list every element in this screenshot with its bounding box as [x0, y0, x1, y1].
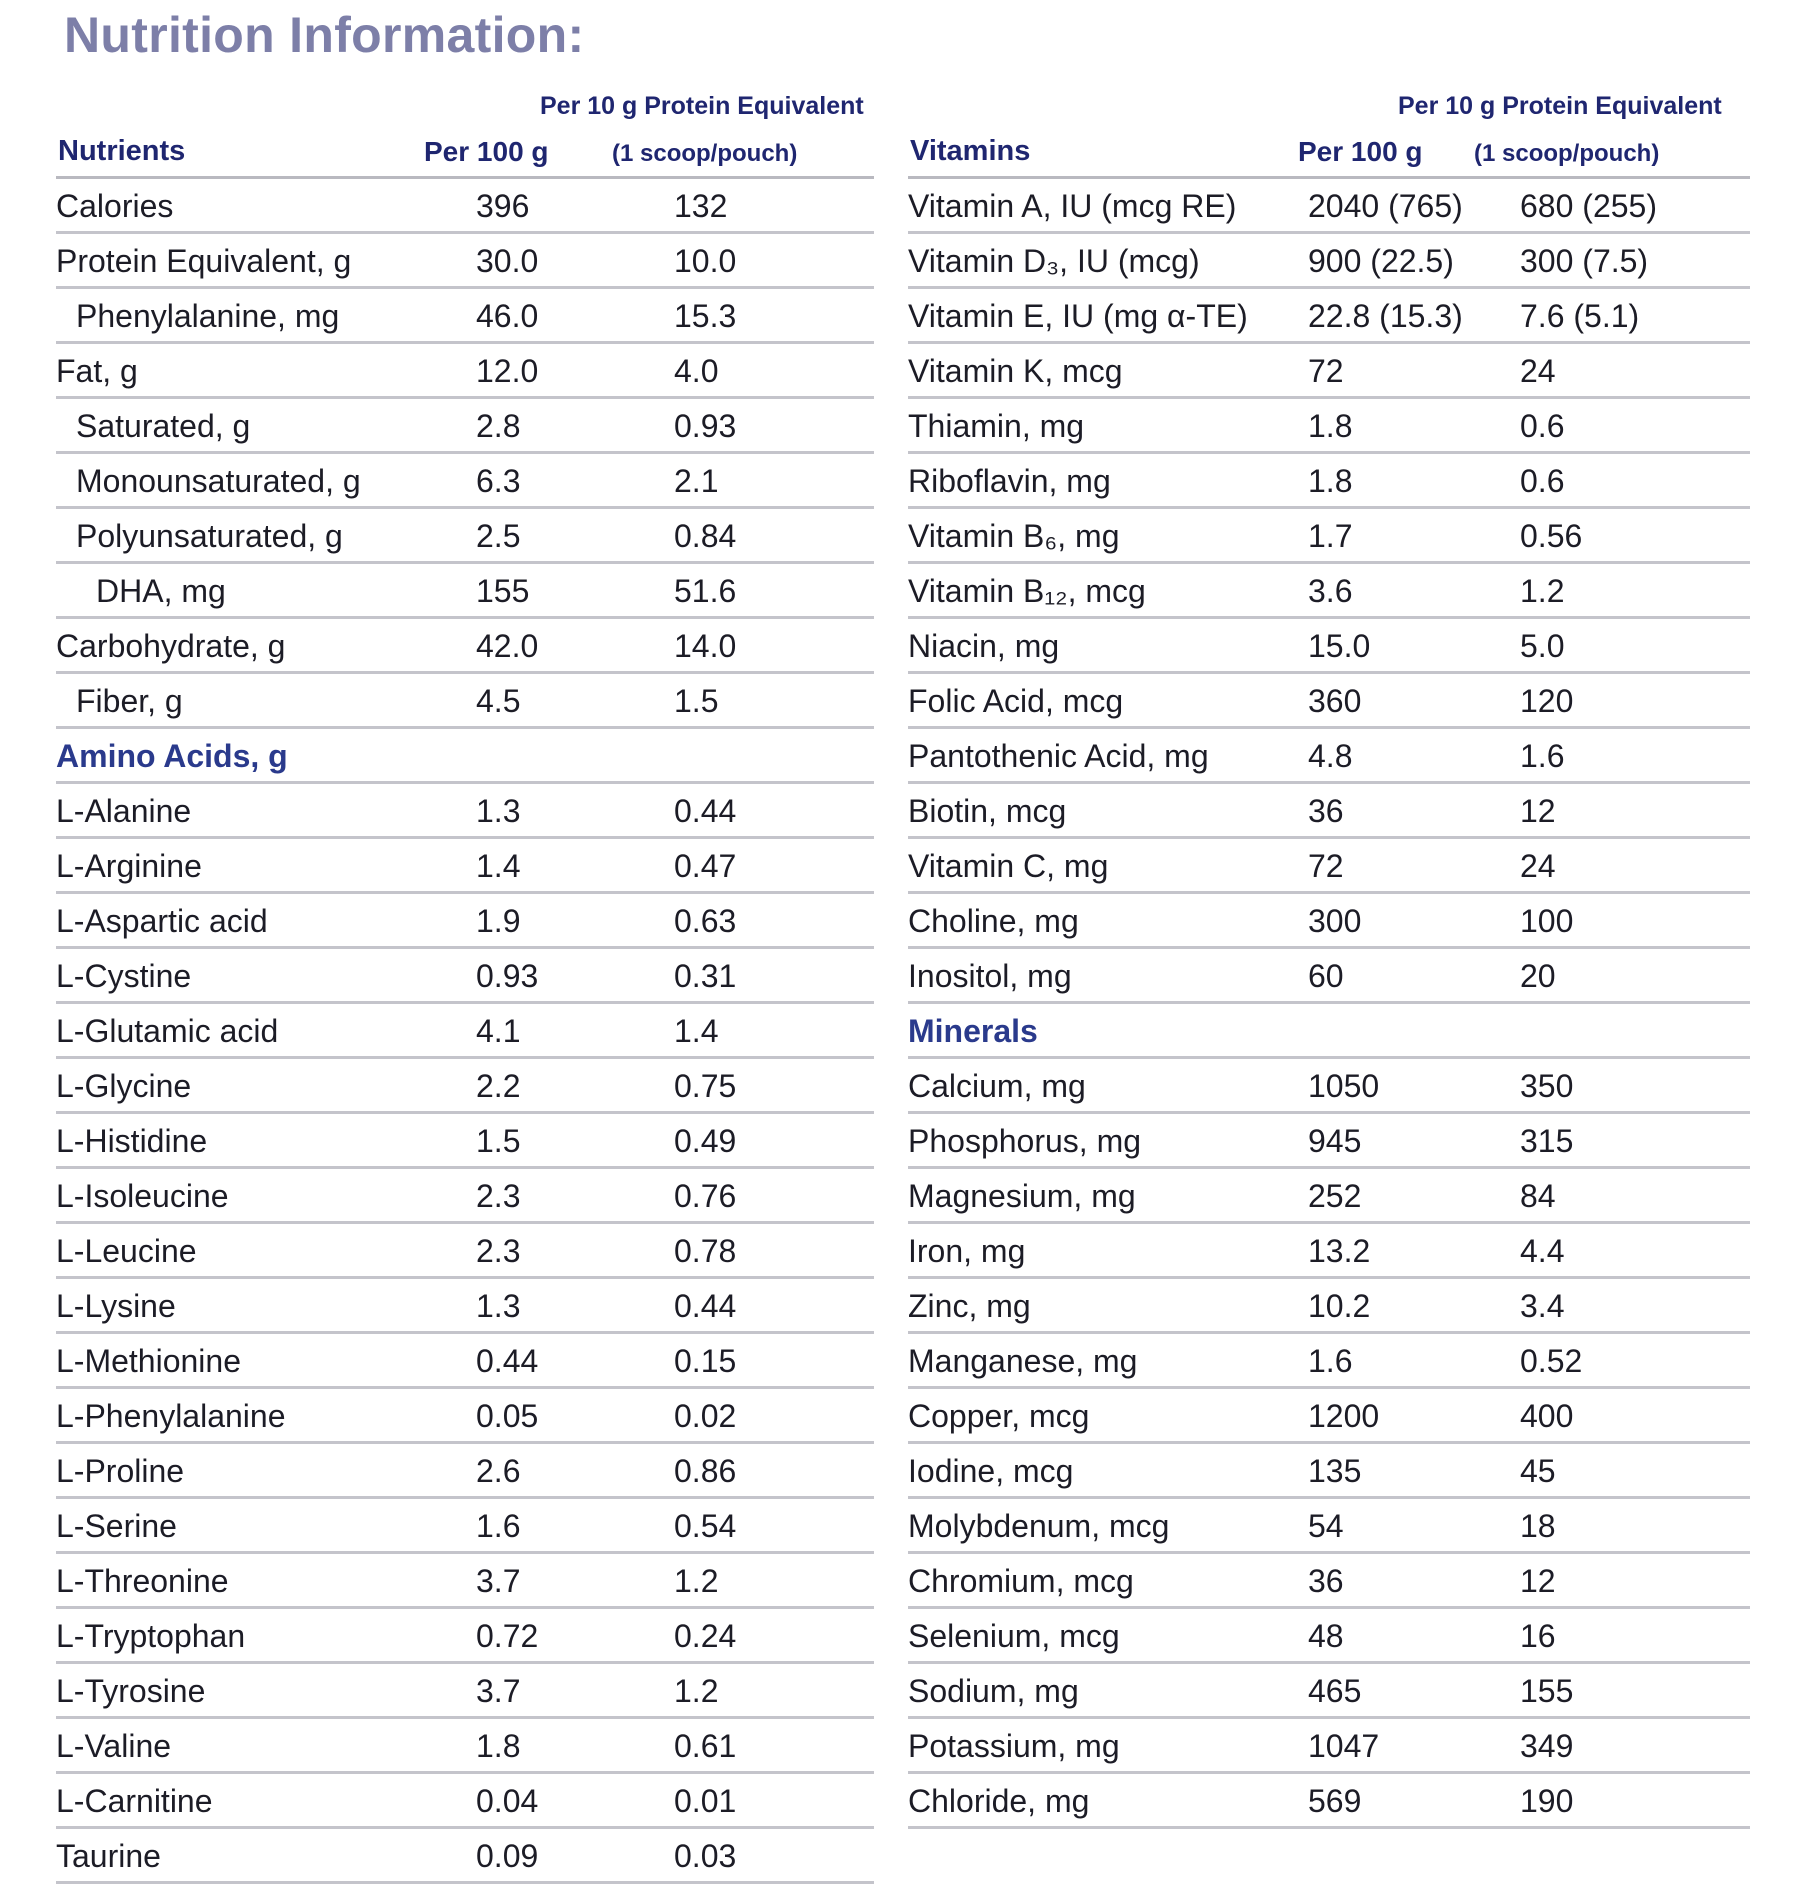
- per-scoop-value: 4.4: [1520, 1233, 1565, 1269]
- per-100g-value: 1.3: [476, 793, 521, 829]
- nutrient-label: Fiber, g: [76, 683, 183, 719]
- nutrient-label: Chromium, mcg: [908, 1563, 1134, 1599]
- per-scoop-value: 51.6: [674, 573, 737, 609]
- per-scoop-value: 0.76: [674, 1178, 737, 1214]
- table-row: [56, 1004, 874, 1059]
- nutrient-label: Phosphorus, mg: [908, 1123, 1142, 1159]
- per-scoop-value: 100: [1520, 903, 1574, 939]
- per-100g-value: 6.3: [476, 463, 521, 499]
- nutrient-label: Sodium, mg: [908, 1673, 1079, 1709]
- per-scoop-value: 400: [1520, 1398, 1574, 1434]
- table-row: [908, 1774, 1750, 1829]
- nutrient-label: L-Aspartic acid: [56, 903, 268, 939]
- nutrient-label: Calcium, mg: [908, 1068, 1086, 1104]
- nutrient-label: Protein Equivalent, g: [56, 243, 352, 279]
- per-scoop-value: 2.1: [674, 463, 719, 499]
- table-row: [908, 1499, 1750, 1554]
- per-100g-value: 0.72: [476, 1618, 539, 1654]
- nutrient-label: Pantothenic Acid, mg: [908, 738, 1209, 774]
- nutrient-label: Vitamin C, mg: [908, 848, 1109, 884]
- nutrient-label: L-Phenylalanine: [56, 1398, 286, 1434]
- nutrient-label: L-Arginine: [56, 848, 202, 884]
- nutrient-label: L-Leucine: [56, 1233, 197, 1269]
- nutrients-table: [56, 90, 874, 1884]
- per-scoop-column-header: (1 scoop/pouch): [612, 140, 798, 167]
- table-row: [908, 1059, 1750, 1114]
- per-scoop-value: 12: [1520, 1563, 1556, 1599]
- nutrient-label: Vitamin E, IU (mg α-TE): [908, 298, 1248, 334]
- per-scoop-value: 0.78: [674, 1233, 737, 1269]
- per-100g-value: 0.09: [476, 1838, 539, 1874]
- table-row: [908, 399, 1750, 454]
- nutrient-label: Selenium, mcg: [908, 1618, 1120, 1654]
- per-100g-value: 2.3: [476, 1178, 521, 1214]
- per-100g-value: 1047: [1308, 1728, 1380, 1764]
- nutrient-label: Iron, mg: [908, 1233, 1026, 1269]
- per-100g-value: 0.04: [476, 1783, 539, 1819]
- per-scoop-value: 680 (255): [1520, 188, 1657, 224]
- table-row: [908, 729, 1750, 784]
- nutrient-label: L-Alanine: [56, 793, 192, 829]
- nutrient-label: Riboflavin, mg: [908, 463, 1111, 499]
- nutrient-label: L-Glycine: [56, 1068, 192, 1104]
- table-row: [908, 1389, 1750, 1444]
- per-100g-value: 0.05: [476, 1398, 539, 1434]
- per-100g-value: 72: [1308, 848, 1344, 884]
- nutrient-label: Vitamin K, mcg: [908, 353, 1123, 389]
- nutrient-label: Saturated, g: [76, 408, 251, 444]
- nutrient-label: DHA, mg: [96, 573, 226, 609]
- per-100g-value: 360: [1308, 683, 1362, 719]
- per-100g-value: 4.8: [1308, 738, 1353, 774]
- per-100g-column-header: Per 100 g: [424, 136, 549, 167]
- per-scoop-value: 24: [1520, 848, 1556, 884]
- table-row: [56, 1499, 874, 1554]
- vitamins-minerals-table: [908, 90, 1750, 1829]
- table-row: [908, 179, 1750, 234]
- per-scoop-value: 16: [1520, 1618, 1556, 1654]
- per-scoop-value: 0.44: [674, 793, 737, 829]
- per-100g-value: 60: [1308, 958, 1344, 994]
- per-100g-value: 1.9: [476, 903, 521, 939]
- per-scoop-value: 155: [1520, 1673, 1574, 1709]
- table-row: [56, 344, 874, 399]
- per-scoop-value: 18: [1520, 1508, 1556, 1544]
- per-100g-value: 3.7: [476, 1673, 521, 1709]
- per-100g-value: 72: [1308, 353, 1344, 389]
- per-100g-value: 10.2: [1308, 1288, 1371, 1324]
- nutrient-label: Calories: [56, 188, 174, 224]
- per-100g-value: 2.6: [476, 1453, 521, 1489]
- per-100g-value: 1.8: [476, 1728, 521, 1764]
- table-row: [56, 1554, 874, 1609]
- table-row: [56, 1774, 874, 1829]
- table-row: [908, 1334, 1750, 1389]
- nutrient-label: Vitamin B₁₂, mcg: [908, 573, 1146, 609]
- nutrient-label: L-Cystine: [56, 958, 192, 994]
- table-row: [56, 784, 874, 839]
- per-scoop-value: 0.6: [1520, 408, 1565, 444]
- per-scoop-value: 0.52: [1520, 1343, 1583, 1379]
- per-scoop-value: 0.01: [674, 1783, 737, 1819]
- per-scoop-value: 0.61: [674, 1728, 737, 1764]
- nutrient-label: Monounsaturated, g: [76, 463, 361, 499]
- per-scoop-value: 315: [1520, 1123, 1574, 1159]
- table-row: [56, 894, 874, 949]
- nutrient-label: Biotin, mcg: [908, 793, 1067, 829]
- per-100g-value: 300: [1308, 903, 1362, 939]
- per-100g-value: 135: [1308, 1453, 1362, 1489]
- per-scoop-value: 4.0: [674, 353, 719, 389]
- vitamins-minerals-rows: [908, 179, 1750, 1829]
- nutrients-rows: [56, 179, 874, 1884]
- per-100g-value: 155: [476, 573, 530, 609]
- nutrient-label: Folic Acid, mcg: [908, 683, 1124, 719]
- table-row: [908, 454, 1750, 509]
- per-100g-value: 13.2: [1308, 1233, 1371, 1269]
- per-100g-value: 0.93: [476, 958, 539, 994]
- per-100g-value: 3.6: [1308, 573, 1353, 609]
- per-scoop-value: 0.75: [674, 1068, 737, 1104]
- per-100g-value: 15.0: [1308, 628, 1371, 664]
- table-row: [56, 1059, 874, 1114]
- per-scoop-value: 0.49: [674, 1123, 737, 1159]
- per-scoop-value: 3.4: [1520, 1288, 1565, 1324]
- per-100g-value: 36: [1308, 1563, 1344, 1599]
- per-scoop-value: 0.15: [674, 1343, 737, 1379]
- nutrient-label: Polyunsaturated, g: [76, 518, 343, 554]
- per-100g-value: 2.8: [476, 408, 521, 444]
- table-row: [908, 894, 1750, 949]
- vitamins-column-header: Vitamins: [910, 135, 1031, 167]
- per-100g-value: 1050: [1308, 1068, 1380, 1104]
- per-scoop-value: 12: [1520, 793, 1556, 829]
- nutrient-label: Carbohydrate, g: [56, 628, 286, 664]
- nutrient-label: Vitamin A, IU (mcg RE): [908, 188, 1237, 224]
- section-label: Amino Acids, g: [56, 738, 288, 774]
- per-100g-value: 1.4: [476, 848, 521, 884]
- per-scoop-value: 1.5: [674, 683, 719, 719]
- nutrient-label: Copper, mcg: [908, 1398, 1090, 1434]
- per-10g-header: Per 10 g Protein Equivalent: [1398, 92, 1722, 120]
- per-100g-value: 2.5: [476, 518, 521, 554]
- nutrient-label: Potassium, mg: [908, 1728, 1120, 1764]
- nutrient-label: Taurine: [56, 1838, 161, 1874]
- per-100g-value: 945: [1308, 1123, 1362, 1159]
- table-row: [56, 619, 874, 674]
- section-header-row: [908, 1004, 1750, 1059]
- nutrient-label: Manganese, mg: [908, 1343, 1138, 1379]
- per-100g-value: 48: [1308, 1618, 1344, 1654]
- table-row: [56, 1224, 874, 1279]
- section-label: Minerals: [908, 1013, 1038, 1049]
- per-scoop-value: 120: [1520, 683, 1574, 719]
- per-100g-value: 4.1: [476, 1013, 521, 1049]
- table-row: [56, 949, 874, 1004]
- nutrient-label: L-Valine: [56, 1728, 172, 1764]
- per-scoop-value: 0.54: [674, 1508, 737, 1544]
- nutrient-label: Molybdenum, mcg: [908, 1508, 1170, 1544]
- per-100g-value: 396: [476, 188, 530, 224]
- table-row: [908, 1609, 1750, 1664]
- table-row: [56, 179, 874, 234]
- per-100g-value: 42.0: [476, 628, 539, 664]
- nutrient-label: L-Histidine: [56, 1123, 208, 1159]
- table-row: [56, 1444, 874, 1499]
- nutrient-label: L-Carnitine: [56, 1783, 213, 1819]
- section-header-row: [56, 729, 874, 784]
- table-row: [56, 509, 874, 564]
- table-row: [56, 1829, 874, 1884]
- per-100g-value: 12.0: [476, 353, 539, 389]
- nutrient-label: L-Threonine: [56, 1563, 229, 1599]
- per-scoop-value: 0.44: [674, 1288, 737, 1324]
- per-100g-value: 3.7: [476, 1563, 521, 1599]
- table-row: [908, 234, 1750, 289]
- table-row: [56, 1664, 874, 1719]
- table-row: [56, 289, 874, 344]
- per-100g-value: 36: [1308, 793, 1344, 829]
- table-row: [908, 784, 1750, 839]
- per-scoop-value: 5.0: [1520, 628, 1565, 664]
- per-scoop-value: 1.2: [674, 1563, 719, 1599]
- per-scoop-value: 0.56: [1520, 518, 1583, 554]
- per-100g-value: 1.8: [1308, 408, 1353, 444]
- per-scoop-value: 0.6: [1520, 463, 1565, 499]
- per-100g-value: 900 (22.5): [1308, 243, 1454, 279]
- per-100g-value: 1.8: [1308, 463, 1353, 499]
- table-row: [908, 619, 1750, 674]
- per-100g-column-header: Per 100 g: [1298, 136, 1423, 167]
- per-100g-value: 1200: [1308, 1398, 1380, 1434]
- table-row: [908, 1279, 1750, 1334]
- table-row: [56, 234, 874, 289]
- per-scoop-value: 14.0: [674, 628, 737, 664]
- per-scoop-value: 24: [1520, 353, 1556, 389]
- nutrient-label: Vitamin B₆, mg: [908, 518, 1120, 554]
- page-title: Nutrition Information:: [64, 7, 585, 63]
- table-row: [908, 839, 1750, 894]
- nutrient-label: L-Lysine: [56, 1288, 176, 1324]
- nutrient-label: L-Isoleucine: [56, 1178, 229, 1214]
- per-100g-value: 0.44: [476, 1343, 539, 1379]
- per-scoop-value: 0.03: [674, 1838, 737, 1874]
- nutrient-label: Fat, g: [56, 353, 138, 389]
- per-scoop-value: 190: [1520, 1783, 1574, 1819]
- table-row: [56, 1719, 874, 1774]
- per-scoop-value: 84: [1520, 1178, 1556, 1214]
- per-scoop-value: 0.63: [674, 903, 737, 939]
- table-row: [908, 674, 1750, 729]
- nutrient-label: L-Tryptophan: [56, 1618, 246, 1654]
- per-100g-value: 465: [1308, 1673, 1362, 1709]
- per-scoop-value: 20: [1520, 958, 1556, 994]
- table-row: [56, 1279, 874, 1334]
- table-row: [56, 839, 874, 894]
- per-scoop-value: 0.84: [674, 518, 737, 554]
- nutrient-label: Iodine, mcg: [908, 1453, 1074, 1489]
- nutrient-label: Inositol, mg: [908, 958, 1072, 994]
- table-row: [56, 1169, 874, 1224]
- per-scoop-value: 300 (7.5): [1520, 243, 1649, 279]
- nutrient-label: Magnesium, mg: [908, 1178, 1136, 1214]
- per-100g-value: 22.8 (15.3): [1308, 298, 1463, 334]
- per-scoop-value: 45: [1520, 1453, 1556, 1489]
- per-scoop-value: 0.02: [674, 1398, 737, 1434]
- per-100g-value: 4.5: [476, 683, 521, 719]
- table-row: [908, 1114, 1750, 1169]
- table-row: [908, 564, 1750, 619]
- nutrient-label: L-Serine: [56, 1508, 177, 1544]
- per-scoop-value: 132: [674, 188, 728, 224]
- per-scoop-value: 0.24: [674, 1618, 737, 1654]
- nutrients-table-header: [56, 90, 874, 179]
- per-scoop-value: 10.0: [674, 243, 737, 279]
- per-100g-value: 1.3: [476, 1288, 521, 1324]
- nutrient-label: Choline, mg: [908, 903, 1079, 939]
- nutrient-label: Vitamin D₃, IU (mcg): [908, 243, 1200, 279]
- per-scoop-value: 0.31: [674, 958, 737, 994]
- per-100g-value: 30.0: [476, 243, 539, 279]
- per-scoop-value: 0.47: [674, 848, 737, 884]
- table-row: [56, 674, 874, 729]
- per-scoop-value: 1.6: [1520, 738, 1565, 774]
- table-row: [908, 289, 1750, 344]
- table-row: [56, 454, 874, 509]
- per-100g-value: 46.0: [476, 298, 539, 334]
- table-row: [56, 1334, 874, 1389]
- table-row: [908, 1554, 1750, 1609]
- per-100g-value: 54: [1308, 1508, 1344, 1544]
- nutrient-label: L-Glutamic acid: [56, 1013, 279, 1049]
- table-row: [56, 564, 874, 619]
- nutrient-label: L-Proline: [56, 1453, 185, 1489]
- vitamins-table-header: [908, 90, 1750, 179]
- per-100g-value: 1.5: [476, 1123, 521, 1159]
- table-row: [908, 509, 1750, 564]
- per-scoop-value: 350: [1520, 1068, 1574, 1104]
- nutrients-column-header: Nutrients: [58, 135, 186, 167]
- nutrient-label: Chloride, mg: [908, 1783, 1090, 1819]
- per-100g-value: 1.6: [476, 1508, 521, 1544]
- per-100g-value: 569: [1308, 1783, 1362, 1819]
- per-scoop-value: 7.6 (5.1): [1520, 298, 1640, 334]
- nutrient-label: L-Tyrosine: [56, 1673, 206, 1709]
- table-row: [908, 1719, 1750, 1774]
- per-10g-header: Per 10 g Protein Equivalent: [540, 92, 864, 120]
- table-row: [908, 1224, 1750, 1279]
- table-row: [908, 1444, 1750, 1499]
- per-scoop-value: 15.3: [674, 298, 737, 334]
- table-row: [908, 949, 1750, 1004]
- per-scoop-column-header: (1 scoop/pouch): [1474, 140, 1660, 167]
- nutrient-label: Thiamin, mg: [908, 408, 1085, 444]
- per-100g-value: 1.6: [1308, 1343, 1353, 1379]
- table-row: [56, 1609, 874, 1664]
- per-100g-value: 1.7: [1308, 518, 1353, 554]
- table-row: [56, 399, 874, 454]
- per-scoop-value: 0.93: [674, 408, 737, 444]
- nutrient-label: Phenylalanine, mg: [76, 298, 340, 334]
- per-scoop-value: 0.86: [674, 1453, 737, 1489]
- table-row: [908, 1169, 1750, 1224]
- per-100g-value: 2040 (765): [1308, 188, 1463, 224]
- table-row: [56, 1114, 874, 1169]
- table-row: [908, 1664, 1750, 1719]
- nutrient-label: Niacin, mg: [908, 628, 1060, 664]
- table-row: [56, 1389, 874, 1444]
- per-100g-value: 2.2: [476, 1068, 521, 1104]
- nutrient-label: L-Methionine: [56, 1343, 241, 1379]
- per-scoop-value: 1.4: [674, 1013, 719, 1049]
- per-scoop-value: 349: [1520, 1728, 1574, 1764]
- nutrient-label: Zinc, mg: [908, 1288, 1031, 1324]
- table-row: [908, 344, 1750, 399]
- per-scoop-value: 1.2: [674, 1673, 719, 1709]
- per-100g-value: 2.3: [476, 1233, 521, 1269]
- per-100g-value: 252: [1308, 1178, 1362, 1214]
- per-scoop-value: 1.2: [1520, 573, 1565, 609]
